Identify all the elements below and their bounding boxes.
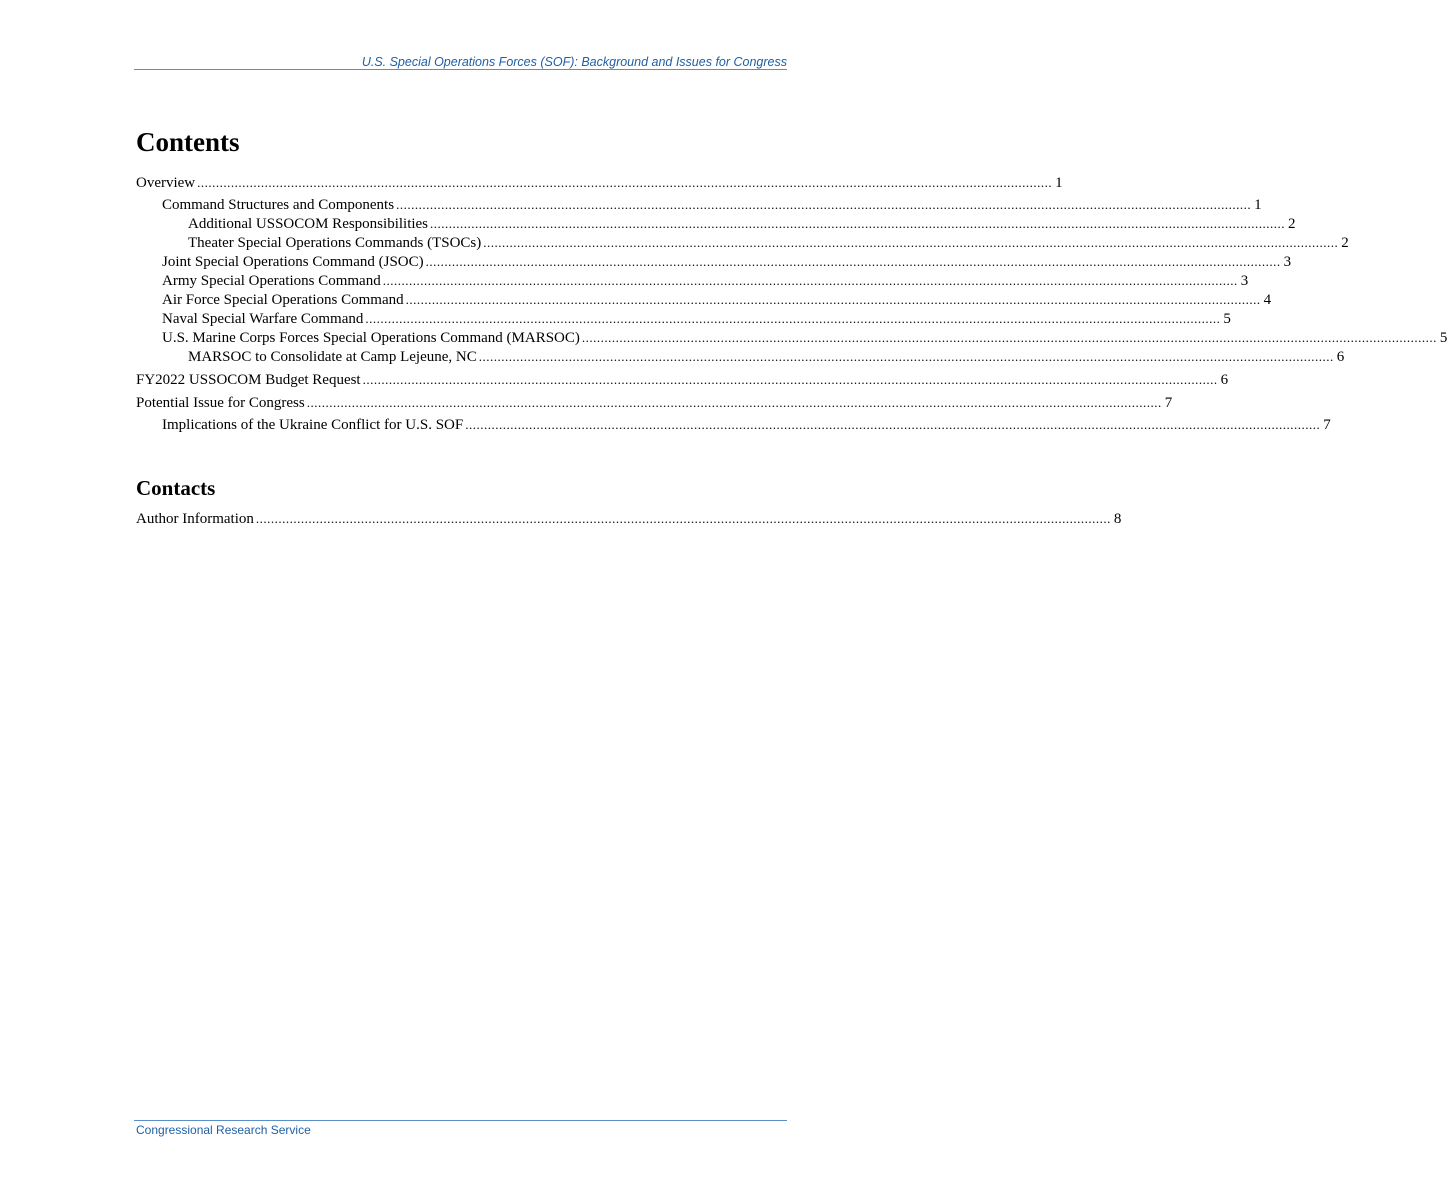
toc-entry-jsoc[interactable] bbox=[162, 253, 1292, 271]
toc-entry-author-information[interactable] bbox=[136, 510, 1122, 528]
toc-entry-army-soc[interactable] bbox=[162, 272, 1249, 290]
header-divider bbox=[134, 69, 787, 70]
toc-entry-page: 8 bbox=[1113, 511, 1122, 527]
toc-entry-page: 5 bbox=[1223, 311, 1231, 327]
toc-entry-title: Command Structures and Components bbox=[162, 197, 395, 213]
contacts-heading: Contacts bbox=[136, 476, 216, 500]
toc-entry-page: 3 bbox=[1240, 273, 1249, 289]
toc-entry-additional-responsibilities[interactable] bbox=[188, 215, 1296, 233]
toc-entry-title: Author Information bbox=[136, 511, 254, 527]
toc-entry-marsoc-camp-lejeune[interactable] bbox=[188, 348, 1345, 366]
toc-entry-title: FY2022 USSOCOM Budget Request bbox=[136, 372, 361, 388]
toc-entry-page: 2 bbox=[1341, 235, 1349, 251]
toc-entry-page: 4 bbox=[1263, 292, 1272, 308]
dot-leader: .................................................................................................................................................................................................................................... bbox=[365, 311, 1221, 326]
toc-entry-title: Overview bbox=[136, 175, 196, 191]
dot-leader: .................................................................................................................................................................................................................................... bbox=[478, 349, 1334, 364]
toc-entry-title: Joint Special Operations Command (JSOC) bbox=[162, 254, 424, 270]
toc-entry-title: Additional USSOCOM Responsibilities bbox=[188, 216, 429, 232]
toc-entry-command-structures[interactable] bbox=[162, 196, 1262, 214]
footer-organization: Congressional Research Service bbox=[136, 1123, 311, 1137]
dot-leader: .................................................................................................................................................................................................................................... bbox=[483, 235, 1339, 250]
dot-leader: .................................................................................................................................................................................................................................... bbox=[465, 417, 1321, 432]
toc-entry-overview[interactable] bbox=[136, 174, 1063, 192]
toc-entry-page: 1 bbox=[1254, 197, 1262, 213]
toc-entry-marsoc[interactable] bbox=[162, 329, 1447, 347]
toc-entry-title: Potential Issue for Congress bbox=[136, 395, 305, 411]
toc-entry-naval-special-warfare[interactable] bbox=[162, 310, 1231, 328]
dot-leader: .................................................................................................................................................................................................................................... bbox=[430, 216, 1286, 231]
dot-leader: .................................................................................................................................................................................................................................... bbox=[197, 175, 1053, 190]
toc-entry-fy2022-budget[interactable] bbox=[136, 371, 1229, 389]
toc-entry-page: 6 bbox=[1220, 372, 1229, 388]
footer-divider bbox=[134, 1120, 787, 1121]
toc-entry-title: U.S. Marine Corps Forces Special Operations Command (MARSOC) bbox=[162, 330, 580, 346]
dot-leader: .................................................................................................................................................................................................................................... bbox=[581, 330, 1437, 345]
dot-leader: .................................................................................................................................................................................................................................... bbox=[396, 197, 1252, 212]
dot-leader: .................................................................................................................................................................................................................................... bbox=[425, 254, 1281, 269]
toc-entry-title: MARSOC to Consolidate at Camp Lejeune, NC bbox=[188, 349, 477, 365]
toc-entry-ukraine-implications[interactable] bbox=[162, 416, 1331, 434]
dot-leader: .................................................................................................................................................................................................................................... bbox=[362, 372, 1218, 387]
dot-leader: .................................................................................................................................................................................................................................... bbox=[306, 395, 1162, 410]
toc-entry-page: 1 bbox=[1055, 175, 1063, 191]
toc-entry-air-force-soc[interactable] bbox=[162, 291, 1272, 309]
dot-leader: .................................................................................................................................................................................................................................... bbox=[382, 273, 1238, 288]
toc-entry-page: 2 bbox=[1288, 216, 1296, 232]
toc-entry-page: 7 bbox=[1323, 417, 1331, 433]
dot-leader: .................................................................................................................................................................................................................................... bbox=[255, 511, 1111, 526]
toc-entry-title: Implications of the Ukraine Conflict for U.S. SOF bbox=[162, 417, 464, 433]
dot-leader: .................................................................................................................................................................................................................................... bbox=[405, 292, 1261, 307]
toc-entry-title: Air Force Special Operations Command bbox=[162, 292, 404, 308]
toc-entry-page: 3 bbox=[1283, 254, 1292, 270]
toc-entry-title: Naval Special Warfare Command bbox=[162, 311, 364, 327]
toc-entry-page: 6 bbox=[1336, 349, 1345, 365]
toc-entry-title: Theater Special Operations Commands (TSOCs) bbox=[188, 235, 482, 251]
toc-entry-title: Army Special Operations Command bbox=[162, 273, 381, 289]
toc-entry-tsocs[interactable] bbox=[188, 234, 1349, 252]
toc-entry-page: 7 bbox=[1164, 395, 1173, 411]
toc-entry-potential-issue[interactable] bbox=[136, 394, 1173, 412]
running-header: U.S. Special Operations Forces (SOF): Background and Issues for Congress bbox=[361, 55, 787, 69]
toc-entry-page: 5 bbox=[1439, 330, 1447, 346]
contents-heading: Contents bbox=[136, 127, 240, 157]
